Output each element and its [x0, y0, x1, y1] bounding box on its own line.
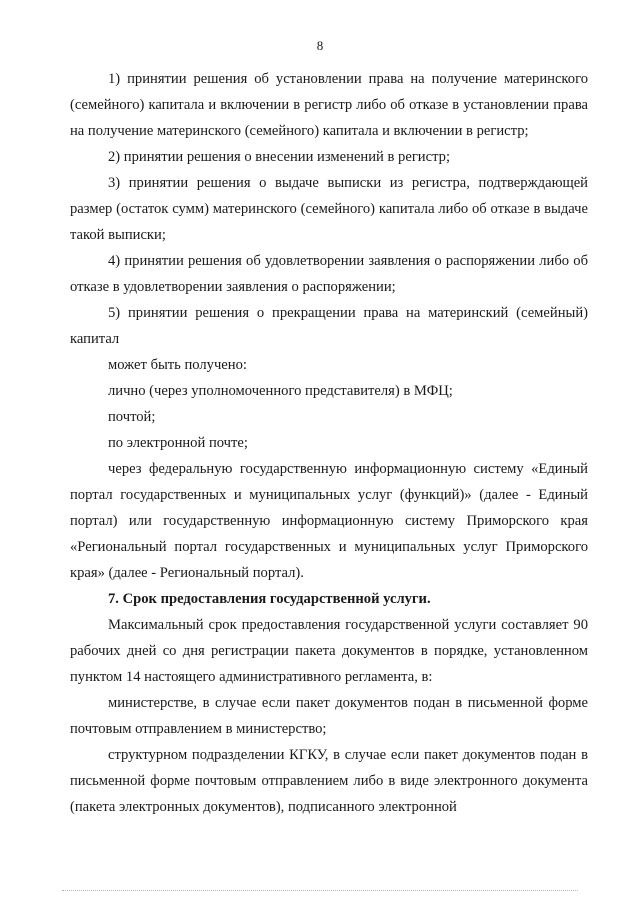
paragraph-10: через федеральную государственную информационную систему «Единый портал государственных и муниципальных услуг (функций)» (далее - Единый портал) или государственную информационную систему Приморского края «Региональный портал государственных и муниципальных услуг Приморского края» (далее - Региональный портал). [70, 461, 588, 581]
paragraph-9: по электронной почте; [108, 435, 248, 451]
paragraph-13: структурном подразделении КГКУ, в случае если пакет документов подан в письменной форме почтовым отправлением либо в виде электронного документа (пакета электронных документов), подписанного электронной [70, 747, 588, 815]
paragraph-12: министерстве, в случае если пакет документов подан в письменной форме почтовым отправлением в министерство; [70, 695, 588, 737]
paragraph-1: 1) принятии решения об установлении права на получение материнского (семейного) капитала и включении в регистр либо об отказе в установлении права на получение материнского (семейного) капитала и включении в регистр; [70, 71, 588, 139]
document-body [70, 66, 588, 820]
paragraph-5: 5) принятии решения о прекращении права на материнский (семейный) капитал [70, 305, 588, 347]
page-number: 8 [316, 38, 324, 53]
paragraph-6: может быть получено: [108, 357, 247, 373]
paragraph-7: лично (через уполномоченного представителя) в МФЦ; [108, 383, 453, 399]
section-heading: 7. Срок предоставления государственной услуги. [108, 591, 431, 607]
scan-artifact-line [62, 890, 578, 891]
paragraph-2: 2) принятии решения о внесении изменений в регистр; [108, 149, 450, 165]
paragraph-4: 4) принятии решения об удовлетворении заявления о распоряжении либо об отказе в удовлетворении заявления о распоряжении; [70, 253, 588, 295]
paragraph-11: Максимальный срок предоставления государственной услуги составляет 90 рабочих дней со дня регистрации пакета документов в порядке, установленном пунктом 14 настоящего административного регламента, в: [70, 617, 588, 685]
paragraph-3: 3) принятии решения о выдаче выписки из регистра, подтверждающей размер (остаток сумм) материнского (семейного) капитала либо об отказе в выдаче такой выписки; [70, 175, 588, 243]
paragraph-8: почтой; [108, 409, 156, 425]
